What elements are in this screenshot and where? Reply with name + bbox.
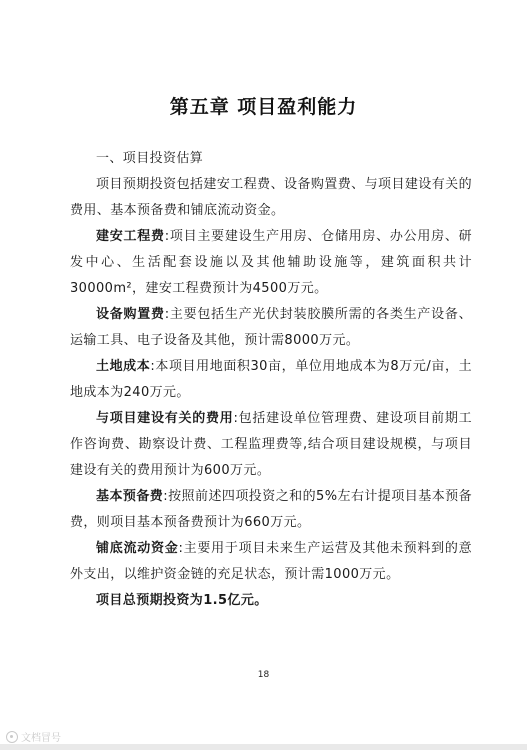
page-number: 18 [257,670,270,680]
chapter-title: 第五章 项目盈利能力 [169,96,358,118]
paragraph-text: :主要用于项目未来生产运营及其他未预料到的意外支出，以维护资金链的充足状态，预计需1000万元。 [70,541,472,582]
paragraph-lead: 铺底流动资金 [96,541,179,556]
watermark-text: 文档冒号 [21,733,61,744]
paragraph-text: 项目预期投资包括建安工程费、设备购置费、与项目建设有关的费用、基本预备费和铺底流动资金。 [70,177,472,218]
paragraph-text: :主要包括生产光伏封装胶膜所需的各类生产设备、运输工具、电子设备及其他，预计需8000万元。 [70,307,472,348]
paragraph-lead: 建安工程费 [96,229,165,244]
paragraph-related-cost [70,406,472,484]
paragraph-overview [70,172,472,224]
paragraph-text: :本项目用地面积30亩，单位用地成本为8万元/亩，土地成本为240万元。 [70,359,472,400]
paragraph-lead: 土地成本 [96,359,151,374]
paragraph-lead: 项目总预期投资为1.5亿元。 [96,593,268,608]
paragraph-lead: 基本预备费 [96,489,164,504]
paragraph-land-cost [70,354,472,406]
paragraph-total-investment [70,588,472,614]
document-body [70,146,472,614]
bottom-strip [0,744,527,750]
paragraph-lead: 与项目建设有关的费用 [96,411,234,426]
paragraph-text: :项目主要建设生产用房、仓储用房、办公用房、研发中心、生活配套设施以及其他辅助设施等，建筑面积共计30000m²，建安工程费预计为4500万元。 [70,229,472,296]
watermark-logo-icon [6,731,18,743]
watermark [6,729,61,744]
paragraph-working-capital [70,536,472,588]
paragraph-construction-cost [70,224,472,302]
paragraph-text: :按照前述四项投资之和的5%左右计提项目基本预备费，则项目基本预备费预计为660万元。 [70,489,472,530]
paragraph-reserve-cost [70,484,472,536]
section-heading: 一、项目投资估算 [96,151,204,166]
paragraph-text: :包括建设单位管理费、建设项目前期工作咨询费、勘察设计费、工程监理费等,结合项目建设规模，与项目建设有关的费用预计为600万元。 [70,411,472,478]
paragraph-lead: 设备购置费 [96,307,165,322]
paragraph-equipment-cost [70,302,472,354]
